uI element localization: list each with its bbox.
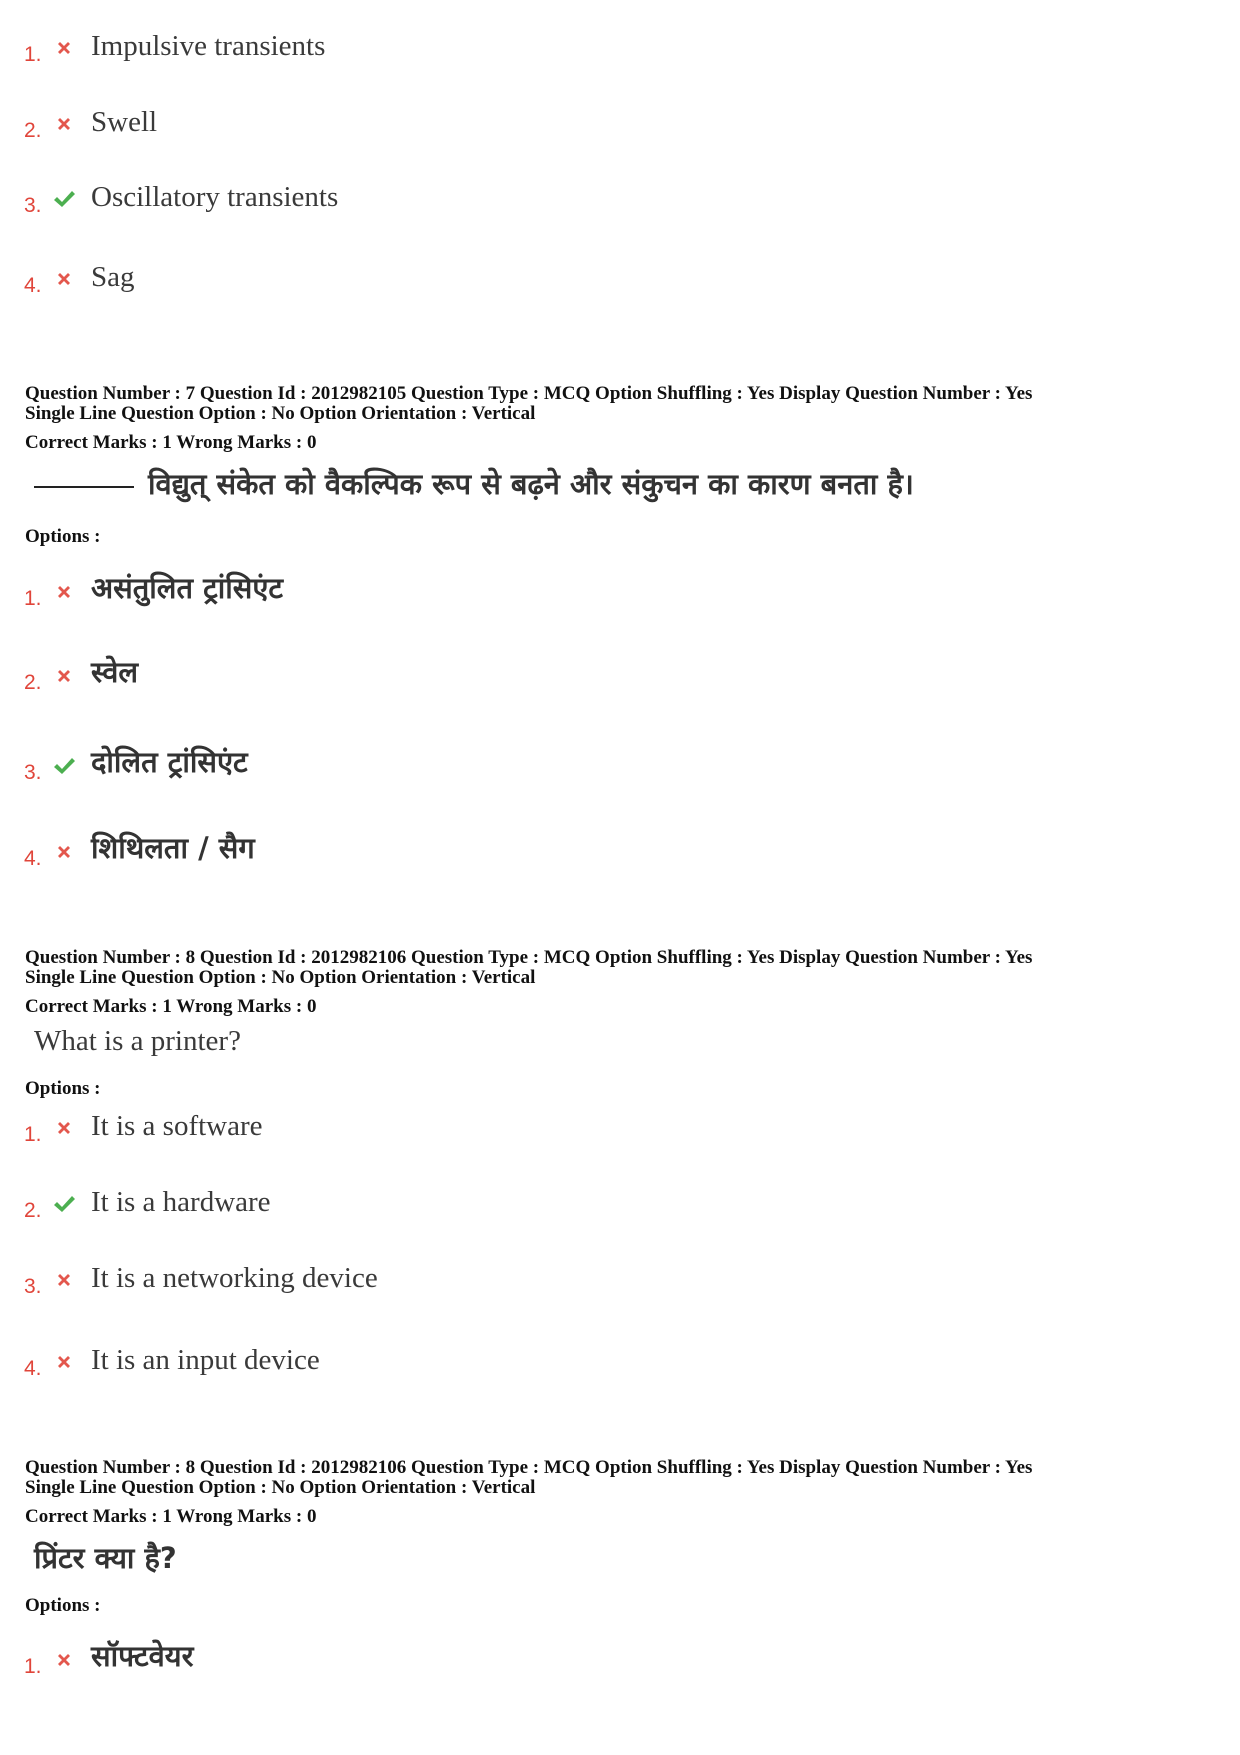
option-row [0, 30, 1100, 70]
option-number: 1. [24, 587, 42, 610]
option-number: 3. [24, 1275, 42, 1298]
question-marks: Correct Marks : 1 Wrong Marks : 0 [25, 996, 317, 1017]
cross-icon [52, 1116, 76, 1140]
cross-icon [52, 1648, 76, 1672]
option-row [0, 1344, 1100, 1384]
option-text: दोलित ट्रांसिएंट [91, 745, 248, 779]
option-text: It is a hardware [91, 1186, 271, 1218]
question-text: प्रिंटर क्या है? [34, 1541, 177, 1575]
cross-icon [52, 112, 76, 136]
question-meta-line1: Question Number : 8 Question Id : 2012982106 Question Type : MCQ Option Shuffling : Yes Display Question Number : Yes [25, 947, 1033, 968]
option-text: सॉफ्टवेयर [91, 1639, 194, 1673]
option-row [0, 106, 1100, 146]
question-meta-line2: Single Line Question Option : No Option Orientation : Vertical [25, 967, 536, 988]
option-text: असंतुलित ट्रांसिएंट [91, 571, 283, 605]
option-number: 1. [24, 1123, 42, 1146]
option-row [0, 831, 1100, 874]
question-marks: Correct Marks : 1 Wrong Marks : 0 [25, 432, 317, 453]
cross-icon [52, 267, 76, 291]
blank-line [34, 486, 134, 488]
cross-icon [52, 36, 76, 60]
option-row [0, 1110, 1100, 1150]
option-number: 4. [24, 1357, 42, 1380]
option-row [0, 1262, 1100, 1302]
option-text: Oscillatory transients [91, 181, 339, 213]
option-row [0, 261, 1100, 301]
option-row [0, 181, 1100, 221]
option-text: शिथिलता / सैग [91, 831, 255, 865]
option-number: 2. [24, 119, 42, 142]
option-number: 4. [24, 847, 42, 870]
cross-icon [52, 1268, 76, 1292]
option-number: 4. [24, 274, 42, 297]
option-text: It is a networking device [91, 1262, 378, 1294]
option-number: 2. [24, 671, 42, 694]
question-meta-line2: Single Line Question Option : No Option Orientation : Vertical [25, 1477, 536, 1498]
option-row [0, 571, 1100, 614]
option-number: 3. [24, 194, 42, 217]
option-number: 1. [24, 1655, 42, 1678]
options-label: Options : [25, 1078, 101, 1099]
options-label: Options : [25, 1595, 101, 1616]
option-row [0, 655, 1100, 698]
cross-icon [52, 664, 76, 688]
option-number: 3. [24, 761, 42, 784]
question-text [34, 464, 914, 503]
cross-icon [52, 840, 76, 864]
question-body: विद्युत् संकेत को वैकल्पिक रूप से बढ़ने और संकुचन का कारण बनता है। [148, 467, 914, 501]
option-text: It is an input device [91, 1344, 320, 1376]
option-text: Impulsive transients [91, 30, 326, 62]
option-text: Sag [91, 261, 135, 293]
cross-icon [52, 1350, 76, 1374]
question-meta-line1: Question Number : 8 Question Id : 2012982106 Question Type : MCQ Option Shuffling : Yes Display Question Number : Yes [25, 1457, 1033, 1478]
option-row [0, 745, 1100, 788]
check-icon [52, 1192, 76, 1216]
cross-icon [52, 580, 76, 604]
option-row [0, 1639, 1100, 1682]
option-text: It is a software [91, 1110, 263, 1142]
option-number: 1. [24, 43, 42, 66]
check-icon [52, 754, 76, 778]
question-marks: Correct Marks : 1 Wrong Marks : 0 [25, 1506, 317, 1527]
option-text: स्वेल [91, 655, 139, 689]
options-label: Options : [25, 526, 101, 547]
option-text: Swell [91, 106, 158, 138]
option-number: 2. [24, 1199, 42, 1222]
check-icon [52, 187, 76, 211]
question-meta-line2: Single Line Question Option : No Option Orientation : Vertical [25, 403, 536, 424]
option-row [0, 1186, 1100, 1226]
question-meta-line1: Question Number : 7 Question Id : 2012982105 Question Type : MCQ Option Shuffling : Yes Display Question Number : Yes [25, 383, 1033, 404]
question-text: What is a printer? [34, 1025, 241, 1057]
